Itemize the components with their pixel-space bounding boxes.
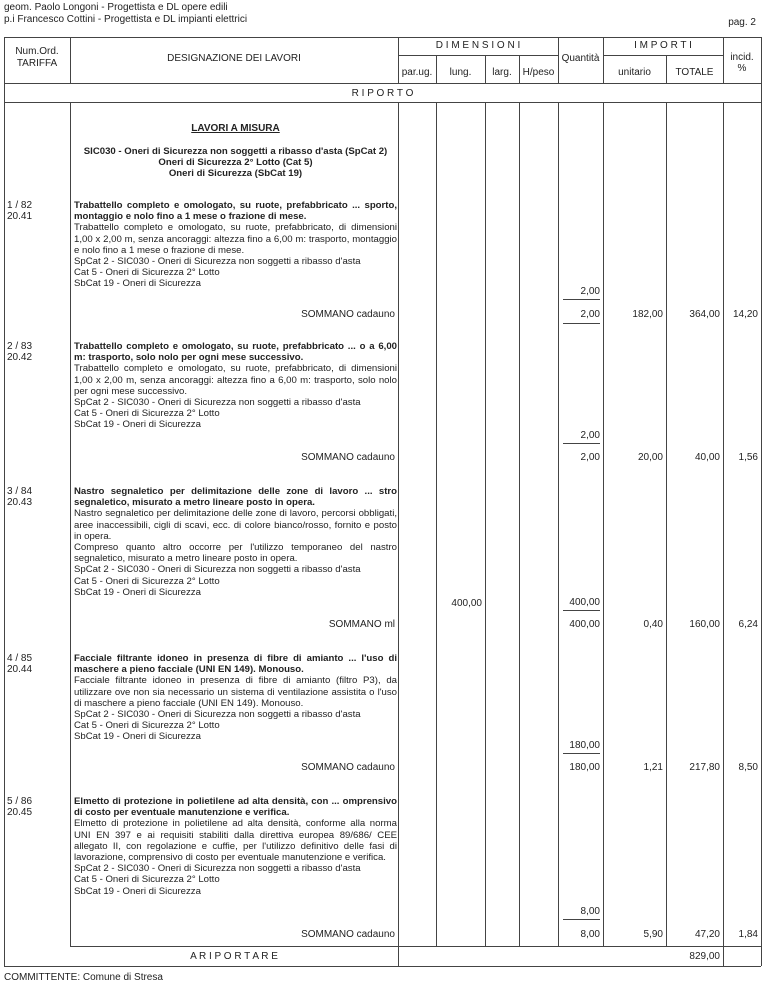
item-qty-total: 2,00 (580, 309, 600, 320)
rule-hpeso (558, 102, 559, 947)
col-dimensioni: D I M E N S I O N I (435, 40, 521, 51)
item-total: 160,00 (689, 619, 720, 630)
item-unit-price: 1,21 (643, 762, 663, 773)
item-sommano: SOMMANO cadauno (301, 929, 395, 940)
item-line: Elmetto di protezione in polietilene ad alta densità, conforme alla norma UNI EN 397 e ai requisiti stabiliti dalla direttiva europea 89/686/ CEE allegato II, con regolazione e cuffie, per l'utilizzo definitivo delle fasi di lavorazione, comprensivo di costo per eventuale manutenzione e verifica. (74, 818, 397, 864)
item-line: SbCat 19 - Oneri di Sicurezza (74, 885, 201, 897)
item-incid: 6,24 (738, 619, 758, 630)
item-line: Cat 5 - Oneri di Sicurezza 2° Lotto (74, 267, 220, 279)
item-unit-price: 0,40 (643, 619, 663, 630)
item-description (74, 200, 397, 290)
rule-lung (485, 102, 486, 947)
item-line: Trabattello completo e omologato, su ruote, prefabbricato, di dimensioni 1,00 x 2,00 m, senza ancoraggi: altezza fino a 6,00 m: trasporto, montaggio e nolo fino a 1 mese o frazione di mese. (74, 222, 397, 256)
item-unit-price: 20,00 (637, 452, 663, 463)
item-lung: 400,00 (451, 598, 482, 609)
item-description (74, 341, 397, 431)
item-total: 40,00 (694, 452, 720, 463)
table-top-border (4, 37, 761, 38)
col-quantita: Quantità (561, 53, 600, 64)
col-designazione: DESIGNAZIONE DEI LAVORI (167, 53, 301, 64)
item-title: Nastro segnaletico per delimitazione delle zone di lavoro ... stro segnaletico, misurato a metro lineare posto in opera. (74, 486, 397, 509)
col-numord: Num.Ord. (15, 46, 59, 57)
item-title: Facciale filtrante idoneo in presenza di fibre di amianto ... l'uso di maschere a pieno facciale (UNI EN 149). Monouso. (74, 653, 397, 676)
item-line: SbCat 19 - Oneri di Sicurezza (74, 419, 201, 431)
qty-underline (563, 919, 600, 920)
item-title: Trabattello completo e omologato, su ruote, prefabbricato ... sporto, montaggio e nolo fino a 1 mese o frazione di mese. (74, 200, 397, 223)
item-code: 20.41 (7, 211, 33, 222)
rule-total (723, 102, 724, 966)
section-cat: Oneri di Sicurezza 2° Lotto (Cat 5) (158, 157, 313, 169)
item-num: 5 / 86 (7, 796, 33, 807)
riportare-top-border (70, 946, 761, 947)
section-spcat: SIC030 - Oneri di Sicurezza non soggetti a ribasso d'asta (SpCat 2) (83, 146, 388, 157)
col-percent: % (737, 63, 747, 74)
item-unit-price: 5,90 (643, 929, 663, 940)
riporto-label: R I P O R T O (351, 88, 414, 99)
item-qty: 2,00 (580, 430, 600, 441)
a-riportare-label: A R I P O R T A R E (190, 951, 278, 962)
table-bottom-border (4, 966, 761, 967)
item-line: SbCat 19 - Oneri di Sicurezza (74, 278, 201, 290)
item-incid: 1,84 (738, 929, 758, 940)
importi-divider (603, 55, 723, 56)
item-total: 364,00 (689, 309, 720, 320)
item-incid: 1,56 (738, 452, 758, 463)
item-title: Trabattello completo e omologato, su ruote, prefabbricato ... o a 6,00 m: trasporto, solo nolo per ogni mese successivo. (74, 341, 397, 364)
item-line: Cat 5 - Oneri di Sicurezza 2° Lotto (74, 720, 220, 732)
col-importi: I M P O R T I (634, 40, 692, 51)
dimensioni-divider (398, 55, 558, 56)
page-number: pag. 2 (728, 17, 756, 28)
rule-numord (70, 102, 71, 947)
item-code: 20.42 (7, 352, 33, 363)
item-qty: 400,00 (569, 597, 600, 608)
item-qty-total: 400,00 (569, 619, 600, 630)
item-line: SbCat 19 - Oneri di Sicurezza (74, 731, 201, 743)
col-lung: lung. (449, 67, 472, 78)
qty-underline (563, 610, 600, 611)
item-incid: 14,20 (732, 309, 758, 320)
committente: COMMITTENTE: Comune di Stresa (4, 972, 163, 983)
item-incid: 8,50 (738, 762, 758, 773)
item-line: Nastro segnaletico per delimitazione delle zone di lavoro, percorsi obbligati, aree inaccessibili, cigli di scavi, ecc. di colore bianco/rosso, fornito e posto in opera. (74, 508, 397, 542)
item-qty-total: 8,00 (580, 929, 600, 940)
col-hpeso: H/peso (522, 67, 555, 78)
item-total: 47,20 (694, 929, 720, 940)
col-larg: larg. (492, 67, 512, 78)
item-unit-price: 182,00 (632, 309, 663, 320)
item-qty-total: 2,00 (580, 452, 600, 463)
riporto-bottom-border (4, 102, 761, 103)
item-sommano: SOMMANO cadauno (301, 452, 395, 463)
item-line: SpCat 2 - SIC030 - Oneri di Sicurezza non soggetti a ribasso d'asta (74, 397, 361, 409)
item-code: 20.45 (7, 807, 33, 818)
item-line: Compreso quanto altro occorre per l'utilizzo temporaneo del nastro segnaletico, misurato a metro lineare posto in opera. (74, 542, 397, 565)
item-num: 4 / 85 (7, 653, 33, 664)
qty-underline (563, 753, 600, 754)
item-line: SpCat 2 - SIC030 - Oneri di Sicurezza non soggetti a ribasso d'asta (74, 863, 361, 875)
col-totale: TOTALE (675, 67, 714, 78)
item-line: SpCat 2 - SIC030 - Oneri di Sicurezza non soggetti a ribasso d'asta (74, 709, 361, 721)
item-line: Cat 5 - Oneri di Sicurezza 2° Lotto (74, 408, 220, 420)
item-total: 217,80 (689, 762, 720, 773)
item-line: Cat 5 - Oneri di Sicurezza 2° Lotto (74, 874, 220, 886)
col-incid: incid. (730, 52, 754, 63)
item-description (74, 486, 397, 598)
item-num: 1 / 82 (7, 200, 33, 211)
section-sbcat: Oneri di Sicurezza (SbCat 19) (168, 168, 303, 180)
item-qty: 180,00 (569, 740, 600, 751)
rule-unit (666, 102, 667, 947)
item-line: Cat 5 - Oneri di Sicurezza 2° Lotto (74, 575, 220, 587)
rule-right (761, 37, 762, 966)
qty-underline (563, 443, 600, 444)
item-line: SpCat 2 - SIC030 - Oneri di Sicurezza non soggetti a ribasso d'asta (74, 256, 361, 268)
rule-left (4, 37, 5, 966)
section-subtitles (74, 146, 397, 180)
item-line: SpCat 2 - SIC030 - Oneri di Sicurezza non soggetti a ribasso d'asta (74, 564, 361, 576)
item-description (74, 796, 397, 897)
rule-larg (519, 102, 520, 947)
header-line-2: p.i Francesco Cottini - Progettista e DL impianti elettrici (4, 14, 248, 25)
item-sommano: SOMMANO ml (328, 619, 395, 630)
item-line: SbCat 19 - Oneri di Sicurezza (74, 586, 201, 598)
item-code: 20.43 (7, 497, 33, 508)
header-bottom-border (4, 83, 761, 84)
item-line: Trabattello completo e omologato, su ruote, prefabbricato, di dimensioni 1,00 x 2,00 m, senza ancoraggi: altezza fino a 6,00 m: trasporto, solo nolo per ogni mese successivo. (74, 363, 397, 397)
item-title: Elmetto di protezione in polietilene ad alta densità, con ... omprensivo di costo per eventuale manutenzione e verifica. (74, 796, 397, 819)
col-parug: par.ug. (401, 67, 433, 78)
item-line: Facciale filtrante idoneo in presenza di fibre di amianto (filtro P3), da utilizzare ove non sia necessario un sistema di ventilazione assistita o l'uso di maschere a pieno facciale (UNI EN 149). Monouso. (74, 675, 397, 709)
item-num: 2 / 83 (7, 341, 33, 352)
a-riportare-total: 829,00 (689, 951, 720, 962)
qty-total-underline (563, 323, 600, 324)
col-tariffa: TARIFFA (16, 58, 58, 69)
section-title: LAVORI A MISURA (191, 123, 280, 134)
rule-qty (603, 102, 604, 947)
item-sommano: SOMMANO cadauno (301, 309, 395, 320)
item-qty: 8,00 (580, 906, 600, 917)
item-qty: 2,00 (580, 286, 600, 297)
item-code: 20.44 (7, 664, 33, 675)
item-num: 3 / 84 (7, 486, 33, 497)
qty-underline (563, 299, 600, 300)
item-qty-total: 180,00 (569, 762, 600, 773)
item-description (74, 653, 397, 743)
rule-parug (436, 102, 437, 947)
item-sommano: SOMMANO cadauno (301, 762, 395, 773)
col-unitario: unitario (618, 67, 651, 78)
rule-desc (398, 102, 399, 966)
header-line-1: geom. Paolo Longoni - Progettista e DL opere edili (4, 2, 228, 13)
